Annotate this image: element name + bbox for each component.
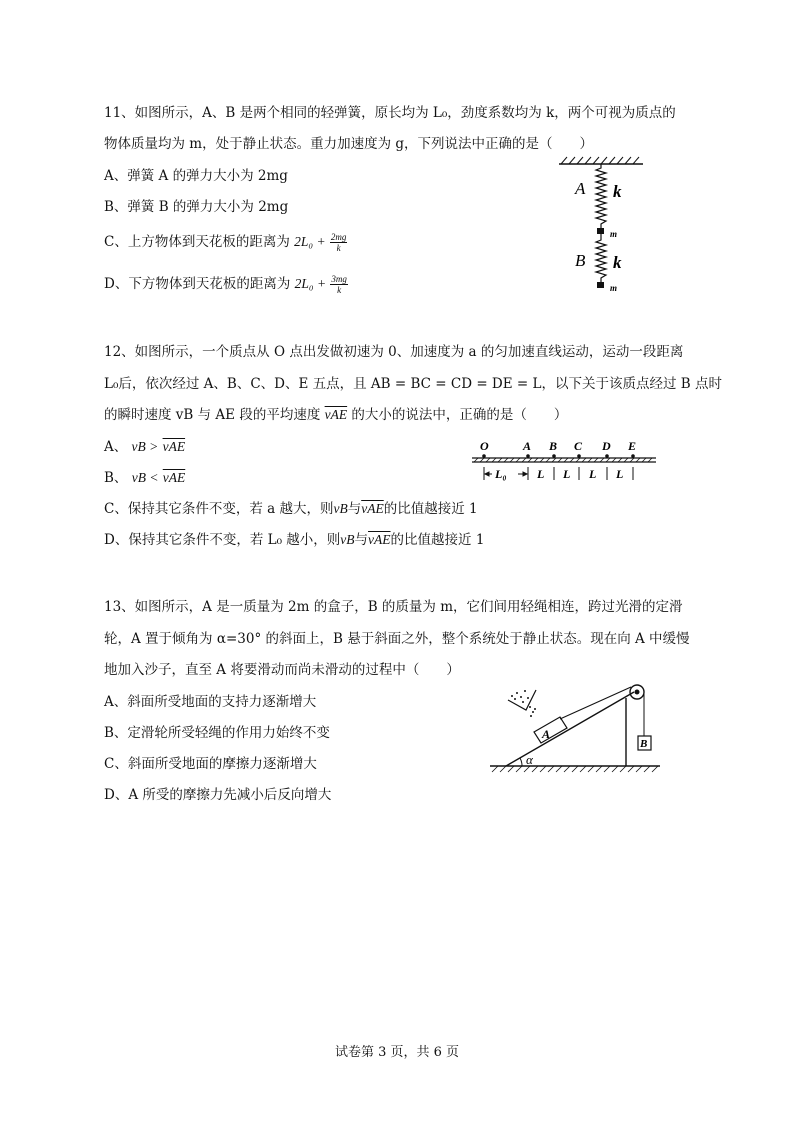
- spring-a: [596, 164, 606, 228]
- q12-stem-line3-pre: 的瞬时速度 vB 与 AE 段的平均速度: [104, 407, 321, 423]
- q12-option-d-mid: 与: [354, 532, 369, 548]
- q12-option-b-expr: vB <: [131, 470, 159, 485]
- mass-upper-label: m: [610, 229, 618, 239]
- q12-option-d-v: vB: [340, 532, 355, 547]
- q11-option-c-fraction: [330, 232, 348, 253]
- spring-a-label: A: [575, 179, 586, 198]
- q12-option-c: [104, 500, 478, 518]
- q11-option-d: [104, 274, 348, 295]
- q13-option-a: A、斜面所受地面的支持力逐渐增大: [104, 694, 317, 710]
- q13-option-d: D、A 所受的摩擦力先减小后反向增大: [104, 787, 332, 803]
- q12-stem-line2: L₀后，依次经过 A、B、C、D、E 五点，且 AB = BC = CD = DE = L，以下关于该质点经过 B 点时: [104, 376, 722, 392]
- point-o-label: O: [480, 439, 489, 453]
- q12-option-c-pre: C、保持其它条件不变，若 a 越大，则: [104, 501, 334, 517]
- q13-incline-figure: [488, 676, 663, 776]
- q12-option-b-label: B、: [104, 470, 128, 486]
- mass-lower-label: m: [610, 283, 618, 293]
- q12-option-b: [104, 469, 185, 487]
- q11-option-c-den: k: [336, 243, 341, 253]
- q11-option-c-text: C、上方物体到天花板的距离为: [104, 234, 290, 250]
- point-b: [552, 454, 556, 458]
- segment-bc-label: L: [563, 467, 571, 481]
- q12-option-d-post: 的比值越接近 1: [390, 532, 485, 548]
- spring-a-k-label: k: [613, 182, 622, 201]
- q11-option-d-fraction: [330, 274, 348, 295]
- q11-option-c: [104, 232, 347, 253]
- ceiling-hatch: [561, 157, 639, 164]
- point-d: [605, 454, 609, 458]
- box-a: [534, 717, 567, 743]
- q11-stem-line1: 11、如图所示，A、B 是两个相同的轻弹簧，原长均为 L₀，劲度系数均为 k，两个可视为质点的: [104, 105, 676, 121]
- q12-option-c-bar: $\overline{vAE}$: [361, 501, 384, 516]
- q11-option-c-expr: 2L₀ +: [294, 234, 326, 249]
- spring-b-label: B: [575, 251, 586, 270]
- q11-option-d-text: D、下方物体到天花板的距离为: [104, 276, 291, 292]
- q11-spring-figure: [555, 152, 655, 294]
- q11-option-b: B、弹簧 B 的弹力大小为 2mg: [104, 199, 289, 215]
- segment-l0-label: L₀: [495, 467, 507, 481]
- spring-b-k-label: k: [613, 253, 622, 272]
- box-a-label: A: [542, 727, 551, 741]
- q12-option-a-bar: $\overline{vAE}$: [162, 439, 186, 454]
- q11-stem-line2: 物体质量均为 m，处于静止状态。重力加速度为 g，下列说法中正确的是（ ）: [104, 136, 594, 152]
- point-a-label: A: [523, 439, 532, 453]
- mass-upper: [597, 228, 604, 234]
- q12-option-d-pre: D、保持其它条件不变，若 L₀ 越小，则: [104, 532, 341, 548]
- q13-option-b: B、定滑轮所受轻绳的作用力始终不变: [104, 725, 330, 741]
- q11-option-c-num: 2mg: [330, 232, 347, 242]
- q11-option-d-expr: 2L₀ +: [294, 276, 327, 291]
- point-b-label: B: [549, 439, 558, 453]
- q11-option-d-num: 3mg: [331, 274, 347, 284]
- q13-stem-line2: 轮，A 置于倾角为 α=30° 的斜面上，B 悬于斜面之外，整个系统处于静止状态。现在向 A 中缓慢: [104, 631, 690, 647]
- q12-option-a-label: A、: [104, 439, 128, 455]
- segment-cd-label: L: [589, 467, 597, 481]
- pulley-inner: [635, 690, 640, 695]
- q12-option-b-bar: $\overline{vAE}$: [162, 470, 186, 485]
- angle-alpha-label: α: [526, 752, 533, 767]
- point-d-label: D: [602, 439, 611, 453]
- segment-de-label: L: [616, 467, 624, 481]
- q12-option-c-v: vB: [333, 501, 348, 516]
- q12-line-figure: [470, 436, 660, 486]
- sand-scoop: [508, 690, 536, 717]
- segment-ab-label: L: [537, 467, 545, 481]
- point-e: [631, 454, 635, 458]
- point-c-label: C: [574, 439, 583, 453]
- point-e-label: E: [628, 439, 637, 453]
- q12-option-c-post: 的比值越接近 1: [383, 501, 478, 517]
- q12-stem-line1: 12、如图所示，一个质点从 O 点出发做初速为 0、加速度为 a 的匀加速直线运动，运动一段距离: [104, 344, 684, 360]
- mass-lower: [597, 282, 604, 288]
- angle-arc: [520, 758, 522, 766]
- ground-hatch: [492, 766, 658, 772]
- q12-option-a: [104, 438, 185, 456]
- point-o: [482, 454, 486, 458]
- q13-option-c: C、斜面所受地面的摩擦力逐渐增大: [104, 756, 317, 772]
- page-footer: 试卷第 3 页，共 6 页: [334, 1045, 460, 1060]
- q13-stem-line3: 地加入沙子，直至 A 将要滑动而尚未滑动的过程中（ ）: [104, 662, 460, 678]
- q11-option-d-den: k: [337, 285, 342, 295]
- track-hatch: [474, 458, 652, 462]
- box-b-label: B: [640, 738, 648, 750]
- q11-option-a: A、弹簧 A 的弹力大小为 2mg: [104, 168, 288, 184]
- q12-option-d: [104, 531, 484, 549]
- q12-option-c-mid: 与: [347, 501, 362, 517]
- q12-stem-line3-post: 的大小的说法中，正确的是（ ）: [351, 407, 568, 423]
- point-c: [577, 454, 581, 458]
- spring-b: [596, 234, 606, 282]
- q13-stem-line1: 13、如图所示，A 是一质量为 2m 的盒子，B 的质量为 m，它们间用轻绳相连，跨过光滑的定滑: [104, 599, 683, 615]
- point-a: [526, 454, 530, 458]
- q12-option-a-expr: vB >: [131, 439, 159, 454]
- q12-option-d-bar: $\overline{vAE}$: [368, 532, 391, 547]
- q12-stem-avg-velocity: $\overline{vAE}$: [324, 407, 348, 422]
- q12-stem-line3: [104, 406, 567, 424]
